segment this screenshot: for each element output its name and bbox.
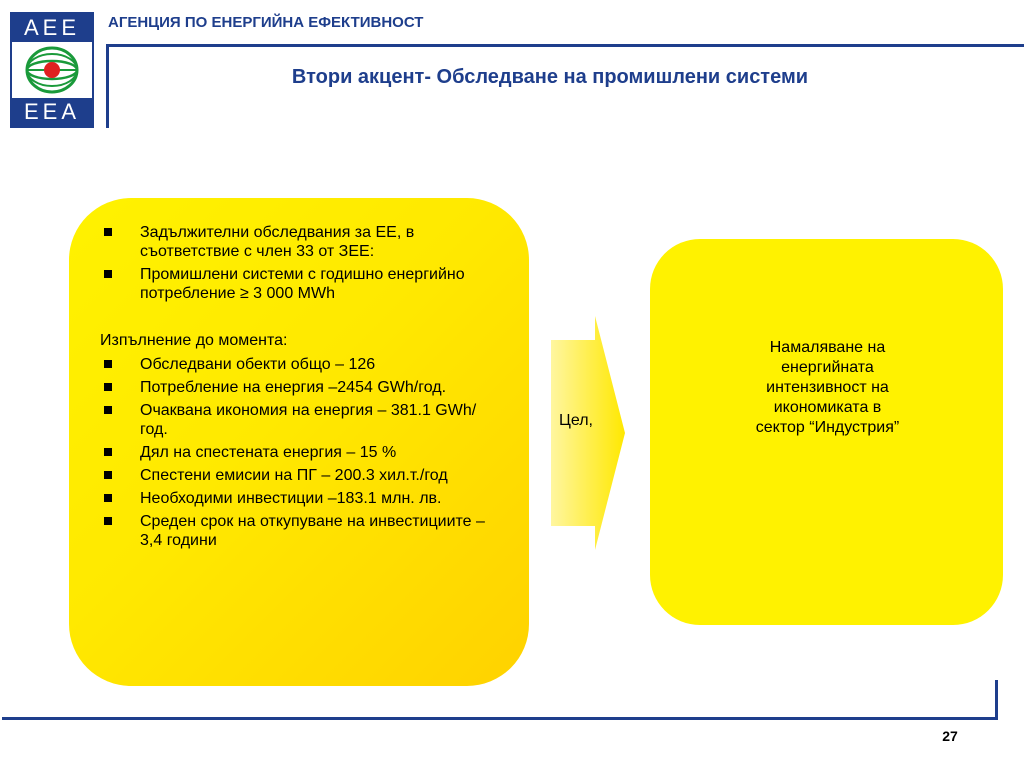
progress-list (100, 355, 500, 550)
list-item: Дял на спестената енергия – 15 % (100, 443, 500, 462)
goal-line: енергийната (781, 359, 874, 376)
progress-heading: Изпълнение до момента: (100, 332, 288, 349)
list-item: Спестени емисии на ПГ – 200.3 хил.т./год (100, 466, 500, 485)
logo-bottom-text: EEA (23, 99, 81, 124)
page-number: 27 (942, 728, 958, 744)
header-side-rule (106, 44, 109, 128)
globe-emblem-icon (12, 42, 92, 98)
goal-line: сектор “Индустрия” (755, 419, 900, 436)
goal-line: икономиката в (773, 399, 882, 416)
intro-list (100, 223, 500, 303)
audit-summary-content (100, 223, 500, 554)
list-item: Очаквана икономия на енергия – 381.1 GWh/год. (100, 401, 500, 439)
agency-name: АГЕНЦИЯ ПО ЕНЕРГИЙНА ЕФЕКТИВНОСТ (108, 14, 424, 31)
agency-logo (10, 12, 94, 128)
footer-divider (2, 717, 998, 720)
list-item: Необходими инвестиции –183.1 млн. лв. (100, 489, 500, 508)
goal-arrow-label: Цел, (559, 412, 593, 429)
list-item: Среден срок на откупуване на инвестициите – 3,4 години (100, 512, 500, 550)
list-item: Промишлени системи с годишно енергийно потребление ≥ 3 000 MWh (100, 265, 500, 303)
list-item: Обследвани обекти общо – 126 (100, 355, 500, 374)
logo-top-text: AEE (23, 15, 81, 40)
goal-arrow-icon (551, 316, 625, 550)
goal-text (700, 338, 955, 438)
goal-line: интензивност на (766, 379, 889, 396)
list-item: Потребление на енергия –2454 GWh/год. (100, 378, 500, 397)
goal-line: Намаляване на (769, 339, 886, 356)
header-divider (108, 44, 1024, 47)
footer-side-rule (995, 680, 998, 720)
list-item: Задължителни обследвания за ЕЕ, в съответствие с член 33 от ЗЕЕ: (100, 223, 500, 261)
slide-title: Втори акцент- Обследване на промишлени системи (291, 66, 809, 88)
